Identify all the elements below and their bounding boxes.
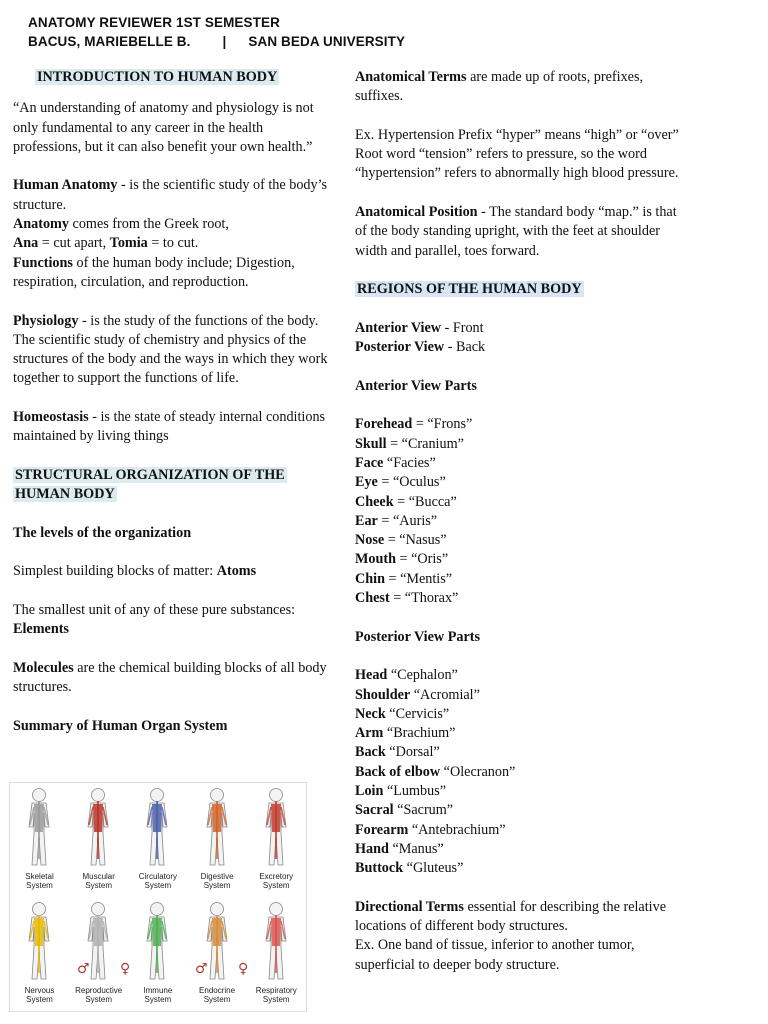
posterior-parts-list: [355, 666, 685, 878]
anterior-parts-latin: = “Oris”: [396, 551, 449, 568]
def-tomia: = to cut.: [147, 235, 199, 252]
posterior-parts-term: Hand: [355, 840, 389, 857]
organ-system-suffix: System: [203, 995, 231, 1004]
directional-terms-def: [355, 898, 685, 937]
term-directional: Directional Terms: [355, 898, 464, 915]
posterior-parts-item: [355, 782, 685, 801]
posterior-parts-latin: “Dorsal”: [385, 744, 440, 761]
organ-system-suffix: System: [26, 995, 53, 1004]
functions-def: [13, 254, 333, 293]
organ-system-label: [10, 986, 69, 1004]
term-anterior-view: Anterior View: [355, 319, 442, 336]
female-symbol-icon: ♀: [120, 961, 131, 977]
anterior-parts-item: [355, 415, 685, 434]
posterior-parts-title: Posterior View Parts: [355, 628, 481, 645]
directional-example: Ex. One band of tissue, inferior to another tumor, superficial to deeper body structure.: [355, 937, 635, 973]
male-symbol-icon-endocrine: ♂: [195, 961, 208, 977]
organ-system-label: [69, 986, 128, 1004]
posterior-parts-item: [355, 724, 685, 743]
anterior-parts-term: Forehead: [355, 416, 413, 433]
posterior-parts-item: [355, 801, 685, 820]
organ-system-cell: [247, 897, 306, 1011]
posterior-parts-latin: “Acromial”: [410, 686, 480, 703]
anterior-parts-term: Cheek: [355, 493, 394, 510]
anterior-parts-latin: = “Auris”: [377, 512, 438, 529]
author-name: BACUS, MARIEBELLE B.: [28, 34, 191, 49]
anterior-parts-term: Skull: [355, 435, 387, 452]
organ-system-cell: [188, 783, 247, 897]
organ-system-cell: [10, 897, 69, 1011]
organ-system-cell: [128, 897, 187, 1011]
posterior-parts-term: Shoulder: [355, 686, 411, 703]
organ-system-name: Respiratory: [255, 986, 297, 995]
levels-heading: [13, 524, 333, 543]
def-anatomical-terms: are made up of roots, prefixes, suffixes.: [355, 69, 644, 105]
organ-system-suffix: System: [144, 995, 172, 1004]
organ-systems-figure: [9, 782, 307, 1012]
anterior-parts-term: Eye: [355, 474, 378, 491]
def-anatomy: comes from the Greek root,: [68, 216, 229, 233]
posterior-parts-latin: “Cervicis”: [385, 705, 450, 722]
anterior-parts-latin: = “Thorax”: [389, 590, 459, 607]
posterior-parts-latin: “Lumbus”: [383, 782, 447, 799]
term-homeostasis: Homeostasis: [13, 409, 89, 426]
posterior-parts-item: [355, 686, 685, 705]
organ-system-name: Skeletal: [25, 872, 54, 881]
posterior-parts-latin: “Gluteus”: [403, 860, 464, 877]
anterior-parts-term: Mouth: [355, 551, 396, 568]
homeostasis-def: [13, 408, 333, 447]
physiology-def: [13, 312, 333, 389]
term-physiology: Physiology: [13, 312, 79, 329]
ana-tomia-def: [13, 234, 333, 253]
anterior-parts-latin: = “Mentis”: [384, 570, 453, 587]
header-separator: |: [222, 34, 227, 49]
author-line: [28, 34, 405, 49]
term-molecules: Molecules: [13, 659, 74, 676]
organ-system-cell: [10, 783, 69, 897]
anterior-parts-item: [355, 473, 685, 492]
organ-system-label: [188, 872, 247, 890]
posterior-parts-term: Neck: [355, 705, 386, 722]
term-anatomical-position: Anatomical Position: [355, 204, 478, 221]
organ-system-name: Endocrine: [199, 986, 236, 995]
term-elements: Elements: [13, 621, 69, 638]
elements-line: [13, 601, 333, 640]
posterior-parts-term: Back of elbow: [355, 763, 441, 780]
posterior-parts-term: Buttock: [355, 860, 404, 877]
anterior-parts-latin: “Facies”: [383, 454, 436, 471]
summary-heading: [13, 717, 333, 736]
organ-row-2: [10, 897, 306, 1011]
anatomy-def: [13, 215, 333, 234]
male-symbol-icon: ♂: [77, 961, 90, 977]
organ-system-name: Digestive: [200, 872, 234, 881]
anterior-parts-term: Chin: [355, 570, 385, 587]
posterior-parts-latin: “Manus”: [388, 840, 444, 857]
posterior-view: [355, 338, 685, 357]
organ-system-label: [128, 872, 187, 890]
posterior-parts-item: [355, 705, 685, 724]
posterior-parts-term: Sacral: [355, 802, 394, 819]
posterior-parts-item: [355, 859, 685, 878]
organ-system-suffix: System: [144, 881, 172, 890]
organ-system-cell: [188, 897, 247, 1011]
organ-row-1: [10, 783, 306, 897]
anterior-parts-item: [355, 570, 685, 589]
organ-system-name: Reproductive: [75, 986, 123, 995]
posterior-parts-term: Head: [355, 667, 388, 684]
posterior-parts-term: Back: [355, 744, 386, 761]
organ-system-label: [247, 872, 306, 890]
posterior-parts-latin: “Sacrum”: [393, 802, 454, 819]
posterior-parts-latin: “Cephalon”: [387, 667, 458, 684]
def-anterior-view: - Front: [441, 319, 484, 336]
anterior-parts-item: [355, 454, 685, 473]
anterior-parts-latin: = “Cranium”: [386, 435, 464, 452]
views: [355, 319, 685, 358]
structural-heading-line1: STRUCTURAL ORGANIZATION OF THE: [15, 466, 285, 483]
atoms-intro: Simplest building blocks of matter:: [13, 563, 217, 580]
levels-text: The levels of the organization: [13, 524, 192, 541]
anterior-view: [355, 319, 685, 338]
organ-system-cell: [128, 783, 187, 897]
structural-heading: [13, 466, 333, 505]
organ-system-name: Immune: [143, 986, 173, 995]
anterior-parts-item: [355, 550, 685, 569]
anterior-parts-term: Nose: [355, 532, 385, 549]
organ-system-suffix: System: [85, 995, 113, 1004]
human-anatomy-def: [13, 176, 333, 215]
intro-heading: INTRODUCTION TO HUMAN BODY: [37, 69, 278, 85]
molecules-def: [13, 659, 333, 698]
anterior-parts-item: [355, 512, 685, 531]
organ-system-suffix: System: [85, 881, 113, 890]
anterior-parts-list: [355, 415, 685, 608]
anterior-parts-term: Face: [355, 454, 384, 471]
anterior-parts-heading: [355, 377, 685, 396]
organ-system-cell: [69, 783, 128, 897]
def-functions: of the human body include; Digestion, respiration, circulation, and reproduction.: [13, 254, 295, 290]
organ-system-cell: [69, 897, 131, 1011]
term-atoms: Atoms: [216, 563, 257, 580]
anterior-parts-item: [355, 589, 685, 608]
summary-text: Summary of Human Organ System: [13, 717, 228, 734]
intro-quote: “An understanding of anatomy and physiology is not only fundamental to any career in the health professions, but it can also benefit your own health.”: [13, 100, 314, 155]
hypertension-example: Ex. Hypertension Prefix “hyper” means “high” or “over” Root word “tension” refers to pressure, so the word “hypertension” refers to abnormally high blood pressure.: [355, 126, 679, 182]
def-homeostasis: - is the state of steady internal conditions maintained by living things: [13, 409, 326, 445]
anterior-parts-latin: = “Oculus”: [377, 474, 446, 491]
posterior-parts-latin: “Brachium”: [383, 725, 456, 742]
posterior-parts-term: Loin: [355, 782, 384, 799]
posterior-parts-item: [355, 666, 685, 685]
organ-system-suffix: System: [26, 881, 53, 890]
def-human-anatomy: - is the scientific study of the body’s structure.: [13, 177, 328, 213]
atoms-line: [13, 562, 333, 581]
posterior-parts-item: [355, 821, 685, 840]
right-column: [355, 68, 685, 975]
organ-system-label: [188, 986, 247, 1004]
term-tomia: Tomia: [109, 235, 148, 252]
def-ana: = cut apart,: [38, 235, 110, 252]
organ-system-suffix: System: [262, 995, 290, 1004]
elements-intro: The smallest unit of any of these pure substances:: [13, 602, 296, 619]
organ-system-label: [69, 872, 128, 890]
female-symbol-icon-endocrine: ♀: [238, 961, 249, 977]
anterior-parts-item: [355, 435, 685, 454]
organ-system-suffix: System: [203, 881, 231, 890]
left-column: [13, 68, 333, 755]
posterior-parts-latin: “Antebrachium”: [408, 821, 506, 838]
term-anatomy: Anatomy: [13, 216, 69, 233]
anterior-parts-term: Chest: [355, 590, 390, 607]
anatomical-position-def: [355, 203, 685, 261]
def-molecules: are the chemical building blocks of all body structures.: [13, 659, 327, 696]
organ-system-name: Nervous: [24, 986, 55, 995]
term-ana: Ana: [13, 235, 39, 252]
structural-heading-line2: HUMAN BODY: [15, 486, 115, 503]
term-anatomical-terms: Anatomical Terms: [355, 69, 467, 85]
anatomical-terms-def: [355, 68, 685, 107]
def-physiology: - is the study of the functions of the body. The scientific study of chemistry and physics of the structures of the body and the ways in which they work together to support the functions of life.: [13, 312, 328, 387]
document-title: ANATOMY REVIEWER 1ST SEMESTER: [28, 15, 280, 30]
organ-system-name: Excretory: [259, 872, 294, 881]
anterior-parts-latin: = “Frons”: [412, 416, 473, 433]
def-anatomical-position: - The standard body “map.” is that of the body standing upright, with the feet at shoulder width and parallel, toes forward.: [355, 204, 677, 259]
term-functions: Functions: [13, 254, 73, 271]
organ-system-name: Circulatory: [138, 872, 177, 881]
def-directional: essential for describing the relative locations of different body structures.: [355, 898, 667, 935]
organ-system-label: [10, 872, 69, 890]
term-human-anatomy: Human Anatomy: [13, 177, 118, 194]
anterior-parts-item: [355, 493, 685, 512]
anterior-parts-title: Anterior View Parts: [355, 377, 477, 394]
school-name: SAN BEDA UNIVERSITY: [248, 34, 406, 49]
posterior-parts-item: [355, 840, 685, 859]
organ-system-label: [247, 986, 306, 1004]
def-posterior-view: - Back: [444, 339, 486, 356]
posterior-parts-item: [355, 743, 685, 762]
posterior-parts-term: Forearm: [355, 821, 409, 838]
organ-system-name: Muscular: [82, 872, 115, 881]
posterior-parts-item: [355, 763, 685, 782]
posterior-parts-term: Arm: [355, 725, 384, 742]
anterior-parts-latin: = “Bucca”: [393, 493, 457, 510]
anterior-parts-latin: = “Nasus”: [384, 532, 447, 549]
regions-heading-text: REGIONS OF THE HUMAN BODY: [357, 281, 582, 298]
posterior-parts-heading: [355, 628, 685, 647]
anterior-parts-item: [355, 531, 685, 550]
anterior-parts-term: Ear: [355, 512, 378, 529]
posterior-parts-latin: “Olecranon”: [440, 763, 516, 780]
term-posterior-view: Posterior View: [355, 339, 445, 356]
organ-system-suffix: System: [262, 881, 290, 890]
regions-heading: [355, 280, 685, 299]
organ-system-cell: [247, 783, 306, 897]
organ-system-label: [128, 986, 187, 1004]
